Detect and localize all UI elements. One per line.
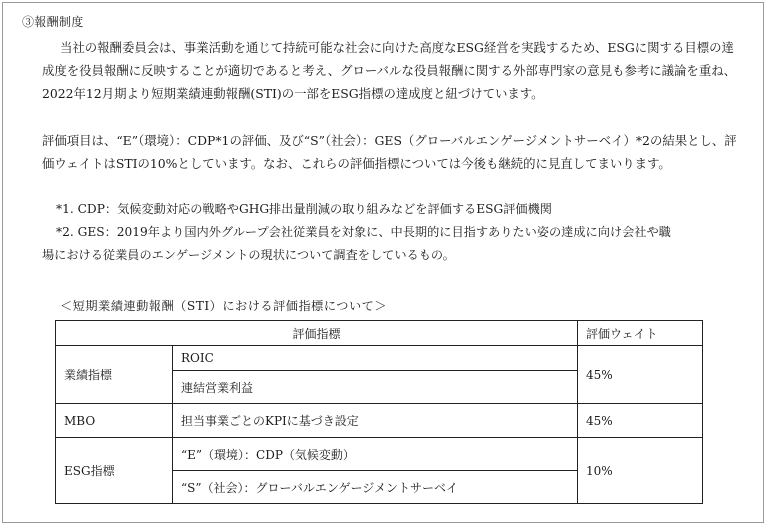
metric-environment-cdp: “E”（環境）：CDP（気候変動）	[173, 438, 578, 471]
metric-kpi: 担当事業ごとのKPIに基づき設定	[173, 404, 578, 438]
table-row	[56, 404, 703, 438]
category-mbo: MBO	[56, 404, 173, 438]
footnote-ges-line2: 場における従業員のエンゲージメントの現状について調査をしているもの。	[42, 248, 455, 262]
section-heading: ③報酬制度	[22, 15, 84, 29]
paragraph-evaluation-items: 評価項目は、“E”（環境）：CDP*1の評価、及び“S”（社会）：GES（グローバルエンゲージメントサーベイ）*2の結果とし、評価ウェイトはSTIの10%としています。なお、これらの評価指標については今後も継続的に見直してまいります。	[42, 133, 737, 171]
weight-mbo: 45%	[578, 404, 703, 438]
metric-social-ges: “S”（社会）：グローバルエンゲージメントサーベイ	[173, 471, 578, 504]
table-row	[56, 346, 703, 371]
weight-performance: 45%	[578, 346, 703, 404]
sti-metrics-table	[55, 320, 703, 504]
table-header-row	[56, 321, 703, 346]
header-weight: 評価ウェイト	[578, 321, 703, 346]
table-row	[56, 438, 703, 471]
table-caption: ＜短期業績連動報酬（STI）における評価指標について＞	[60, 299, 388, 313]
metric-roic: ROIC	[173, 346, 578, 371]
header-metric: 評価指標	[56, 321, 578, 346]
footnote-ges	[42, 221, 746, 267]
footnote-cdp: *1. CDP：気候変動対応の戦略やGHG排出量削減の取り組みなどを評価するESG評価機関	[56, 202, 552, 216]
paragraph-compensation-committee: 当社の報酬委員会は、事業活動を通じて持続可能な社会に向けた高度なESG経営を実践するため、ESGに関する目標の達成度を役員報酬に反映することが適切であると考え、グローバルな役員報酬に関する外部専門家の意見も参考に議論を重ね、2022年12月期より短期業績連動報酬(STI)の一部をESG指標の達成度と紐づけています。	[42, 40, 736, 101]
category-performance: 業績指標	[56, 346, 173, 404]
metric-operating-profit: 連結営業利益	[173, 371, 578, 404]
footnote-ges-line1: *2. GES：2019年より国内外グループ会社従業員を対象に、中長期的に目指すありたい姿の達成に向け会社や職	[56, 225, 671, 239]
weight-esg: 10%	[578, 438, 703, 504]
category-esg: ESG指標	[56, 438, 173, 504]
